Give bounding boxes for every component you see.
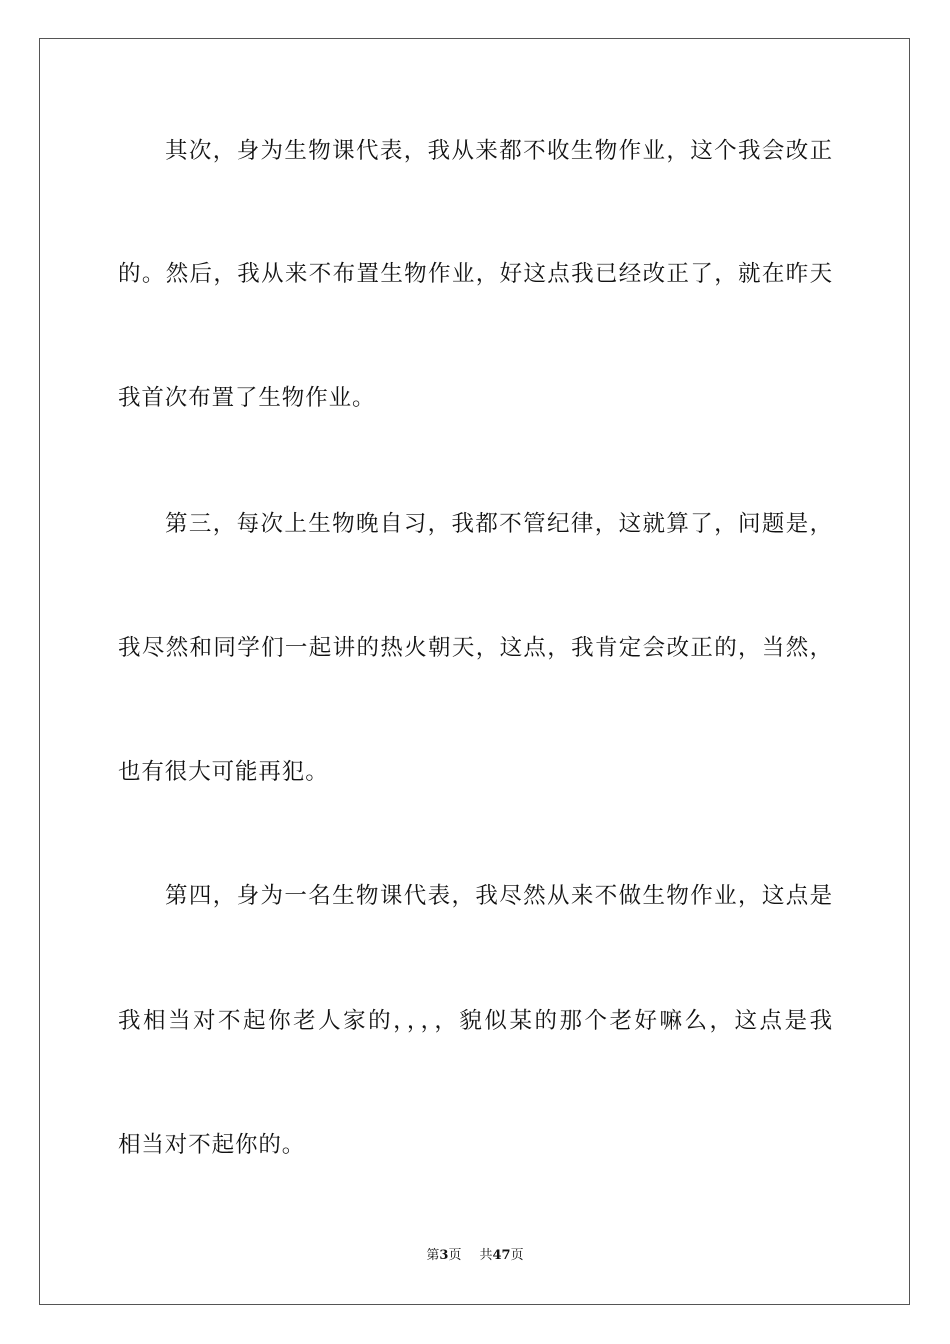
page-border [39, 38, 910, 1305]
paragraph-3-line-3: 也有很大可能再犯。 [118, 759, 329, 785]
page-footer [0, 1247, 950, 1265]
paragraph-2-line-2: 的。然后，我从来不布置生物作业，好这点我已经改正了，就在昨天 [118, 261, 833, 287]
paragraph-4-line-1: 第四，身为一名生物课代表，我尽然从来不做生物作业，这点是 [165, 883, 833, 909]
page-prefix: 第 [426, 1248, 440, 1263]
paragraph-4-line-2: 我相当对不起你老人家的，，，，貌似某的那个老好嘛么，这点是我 [118, 1008, 833, 1034]
paragraph-2-line-3: 我首次布置了生物作业。 [118, 385, 376, 411]
page-number: 3 [439, 1248, 449, 1263]
paragraph-4-line-3: 相当对不起你的。 [118, 1132, 306, 1158]
total-suffix: 页 [510, 1248, 524, 1263]
paragraph-3-line-1: 第三，每次上生物晚自习，我都不管纪律，这就算了，问题是， [165, 511, 833, 537]
total-prefix: 共 [479, 1248, 493, 1263]
page-suffix: 页 [448, 1248, 462, 1263]
paragraph-2-line-1: 其次，身为生物课代表，我从来都不收生物作业，这个我会改正 [165, 138, 833, 164]
total-pages: 47 [492, 1248, 511, 1263]
paragraph-3-line-2: 我尽然和同学们一起讲的热火朝天，这点，我肯定会改正的，当然， [118, 635, 833, 661]
